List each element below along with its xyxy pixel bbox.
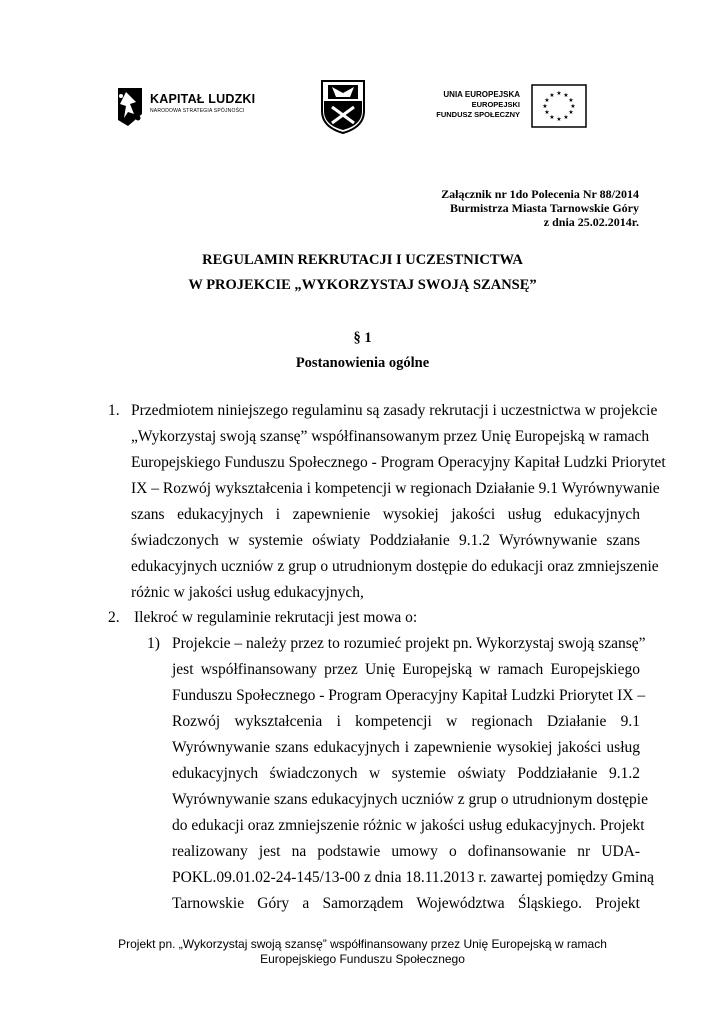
item-1-line: edukacyjnych uczniów z grup o utrudnionym dostępie do edukacji oraz zmniejszenie — [131, 558, 659, 575]
subitem-1-line: Wyrównywanie szans edukacyjnych i zapewnienie wysokiej jakości usług — [172, 739, 640, 756]
subitem-1-line: Rozwój wykształcenia i kompetencji w regionach Działanie 9.1 — [172, 713, 640, 730]
svg-text:★: ★ — [544, 109, 550, 116]
subitem-1-line: Wyrównywanie szans edukacyjnych uczniów z grup o utrudnionym dostępie — [172, 791, 648, 808]
item-1-number: 1. — [108, 402, 120, 419]
section-number: § 1 — [353, 330, 372, 346]
subitem-1-line: Tarnowskie Góry a Samorządem Województwa Śląskiego. Projekt — [172, 895, 640, 912]
item-1-line: różnic w jakości usług edukacyjnych, — [131, 584, 364, 601]
kapital-ludzki-subtitle: NARODOWA STRATEGIA SPÓJNOŚCI — [150, 108, 245, 114]
svg-text:★: ★ — [556, 90, 562, 97]
kapital-ludzki-title: KAPITAŁ LUDZKI — [150, 92, 256, 106]
subitem-1-line: realizowany jest na podstawie umowy o dofinansowanie nr UDA- — [172, 843, 640, 860]
document-title-line2: W PROJEKCIE „WYKORZYSTAJ SWOJĄ SZANSĘ” — [188, 277, 537, 293]
footer-line-2: Europejskiego Funduszu Społecznego — [260, 952, 465, 966]
subitem-1-line: do edukacji oraz zmniejszenie różnic w jakości usług edukacyjnych. Projekt — [172, 817, 645, 834]
subitem-1-line: jest współfinansowany przez Unię Europejską w ramach Europejskiego — [172, 661, 640, 678]
coat-of-arms-logo — [318, 77, 368, 135]
svg-text:★: ★ — [556, 116, 562, 123]
footer-line-1: Projekt pn. „Wykorzystaj swoją szansę” współfinansowany przez Unię Europejską w ramach — [118, 937, 607, 951]
svg-text:★: ★ — [568, 97, 574, 104]
item-1-line: szans edukacyjnych i zapewnienie wysokiej jakości usług edukacyjnych — [131, 506, 640, 523]
item-2-number: 2. — [108, 609, 120, 626]
annex-line-2: Burmistrza Miasta Tarnowskie Góry — [450, 201, 639, 215]
subitem-1-line: edukacyjnych świadczonych w systemie oświaty Poddziałanie 9.1.2 — [172, 765, 640, 782]
subitem-1-line: POKL.09.01.02-24-145/13-00 z dnia 18.11.2013 r. zawartej pomiędzy Gminą — [172, 869, 654, 886]
annex-line-3: z dnia 25.02.2014r. — [543, 215, 639, 229]
svg-text:★: ★ — [549, 92, 555, 99]
svg-text:★: ★ — [568, 109, 574, 116]
svg-text:★: ★ — [570, 103, 576, 110]
svg-text:★: ★ — [563, 114, 569, 121]
subitem-1-line: Projekcie – należy przez to rozumieć projekt pn. Wykorzystaj swoją szansę” — [172, 635, 646, 652]
subitem-1-number: 1) — [147, 635, 160, 652]
document-title-line1: REGULAMIN REKRUTACJI I UCZESTNICTWA — [202, 252, 523, 268]
svg-text:★: ★ — [549, 114, 555, 121]
annex-line-1: Załącznik nr 1do Polecenia Nr 88/2014 — [441, 187, 639, 201]
eu-logo-line3: FUNDUSZ SPOŁECZNY — [436, 110, 520, 119]
kapital-ludzki-emblem-icon — [112, 84, 146, 128]
subitem-1-line: Funduszu Społecznego - Program Operacyjny Kapitał Ludzki Priorytet IX – — [172, 687, 646, 704]
item-1-line: Przedmiotem niniejszego regulaminu są zasady rekrutacji i uczestnictwa w projekcie — [131, 402, 658, 419]
item-1-line: IX – Rozwój wykształcenia i kompetencji w regionach Działanie 9.1 Wyrównywanie — [131, 480, 660, 497]
item-1-line: świadczonych w systemie oświaty Poddziałanie 9.1.2 Wyrównywanie szans — [131, 532, 640, 549]
annex-header — [441, 187, 639, 229]
svg-text:★: ★ — [563, 92, 569, 99]
eu-logo-line2: EUROPEJSKI — [471, 100, 520, 109]
svg-text:★: ★ — [544, 97, 550, 104]
coat-of-arms-icon — [318, 77, 368, 135]
item-1-line: „Wykorzystaj swoją szansę” współfinansowanym przez Unię Europejską w ramach — [131, 428, 650, 445]
eu-logo-line1: UNIA EUROPEJSKA — [443, 90, 520, 99]
eu-flag-icon — [531, 84, 587, 128]
item-1-line: Europejskiego Funduszu Społecznego - Program Operacyjny Kapitał Ludzki Priorytet — [131, 454, 666, 471]
item-2-line: Ilekroć w regulaminie rekrutacji jest mowa o: — [134, 609, 418, 626]
svg-text:★: ★ — [542, 103, 548, 110]
section-heading: Postanowienia ogólne — [295, 355, 430, 371]
kapital-ludzki-logo — [112, 84, 256, 128]
eu-logo — [436, 84, 588, 128]
